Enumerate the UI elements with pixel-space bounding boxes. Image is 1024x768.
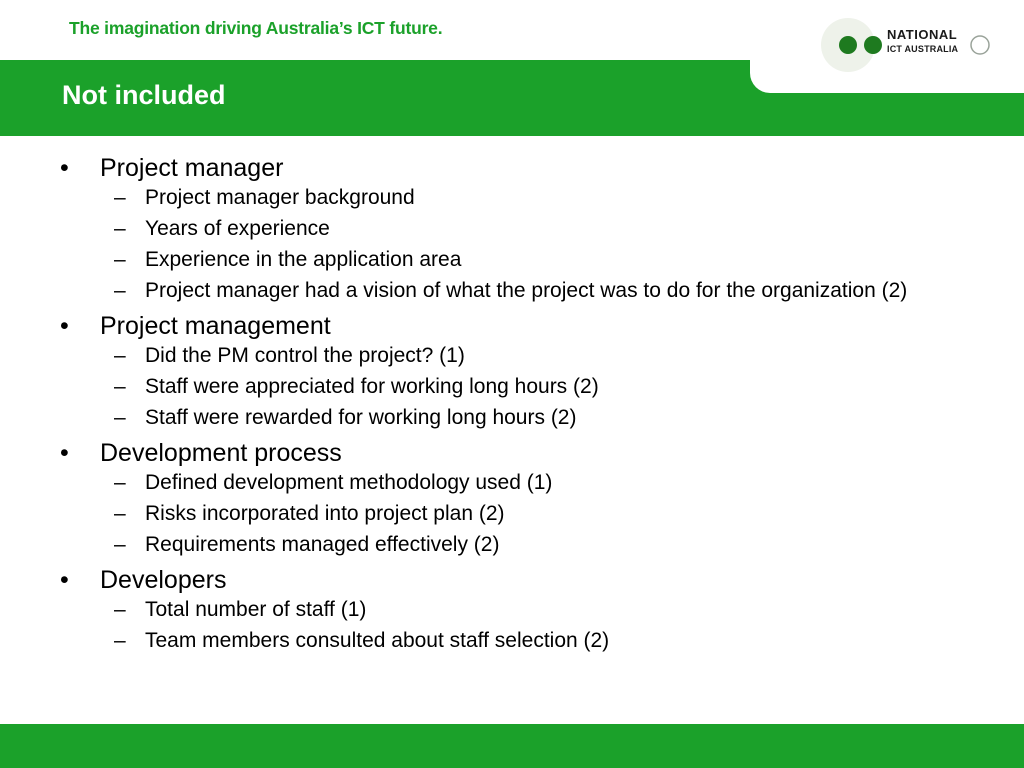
sub-bullet-list: [60, 598, 960, 653]
sub-bullet-text: Staff were appreciated for working long hours (2): [145, 375, 599, 398]
sub-bullet-list: [60, 186, 960, 303]
sub-bullet-item: [60, 502, 960, 526]
dash-icon: –: [114, 186, 126, 209]
sub-bullet-item: [60, 375, 960, 399]
sub-bullet-text: Staff were rewarded for working long hours (2): [145, 406, 577, 429]
logo-dot-3-icon: [971, 36, 989, 54]
sub-bullet-text: Experience in the application area: [145, 248, 462, 271]
bullet-text: Developers: [100, 566, 227, 594]
sub-bullet-text: Requirements managed effectively (2): [145, 533, 500, 556]
dash-icon: –: [114, 406, 126, 429]
sub-bullet-item: [60, 279, 960, 303]
tagline: The imagination driving Australia’s ICT future.: [69, 18, 443, 38]
sub-bullet-list: [60, 344, 960, 430]
sub-bullet-item: [60, 344, 960, 368]
sub-bullet-item: [60, 186, 960, 210]
dash-icon: –: [114, 217, 126, 240]
bullet-icon: •: [60, 439, 69, 467]
sub-bullet-text: Team members consulted about staff selection (2): [145, 629, 610, 652]
dash-icon: –: [114, 502, 126, 525]
sub-bullet-text: Years of experience: [145, 217, 330, 240]
bullet-icon: •: [60, 154, 69, 182]
sub-bullet-item: [60, 533, 960, 557]
sub-bullet-text: Project manager background: [145, 186, 415, 209]
sub-bullet-list: [60, 471, 960, 557]
sub-bullet-text: Risks incorporated into project plan (2): [145, 502, 505, 525]
logo-text-national: NATIONAL: [887, 27, 958, 42]
bullet-item: [60, 152, 960, 184]
bullet-icon: •: [60, 312, 69, 340]
logo-dot-1-icon: [839, 36, 857, 54]
bullet-list: [60, 152, 960, 660]
dash-icon: –: [114, 598, 126, 621]
bullet-text: Project management: [100, 312, 331, 340]
sub-bullet-text: Project manager had a vision of what the project was to do for the organization (2): [145, 279, 908, 302]
dash-icon: –: [114, 279, 126, 302]
bullet-item: [60, 437, 960, 469]
sub-bullet-text: Total number of staff (1): [145, 598, 367, 621]
dash-icon: –: [114, 471, 126, 494]
dash-icon: –: [114, 629, 126, 652]
dash-icon: –: [114, 375, 126, 398]
dash-icon: –: [114, 344, 126, 367]
bullet-text: Project manager: [100, 154, 284, 182]
sub-bullet-text: Did the PM control the project? (1): [145, 344, 465, 367]
sub-bullet-item: [60, 217, 960, 241]
bullet-item: [60, 310, 960, 342]
bullet-item: [60, 564, 960, 596]
sub-bullet-text: Defined development methodology used (1): [145, 471, 553, 494]
sub-bullet-item: [60, 598, 960, 622]
sub-bullet-item: [60, 406, 960, 430]
slide-title: Not included: [62, 80, 226, 110]
logo-text-ict-australia: ICT AUSTRALIA: [887, 44, 959, 54]
logo-dot-2-icon: [864, 36, 882, 54]
bullet-icon: •: [60, 566, 69, 594]
dash-icon: –: [114, 248, 126, 271]
sub-bullet-item: [60, 248, 960, 272]
sub-bullet-item: [60, 471, 960, 495]
sub-bullet-item: [60, 629, 960, 653]
footer-bar: [0, 724, 1024, 768]
dash-icon: –: [114, 533, 126, 556]
bullet-text: Development process: [100, 439, 342, 467]
